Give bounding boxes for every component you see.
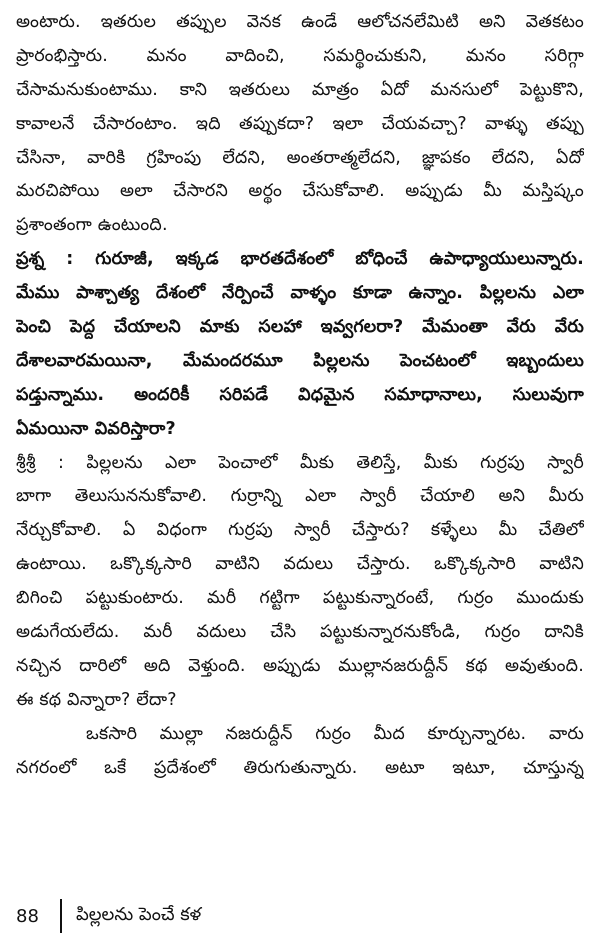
text-line: నచ్చిన దారిలో అది వెళ్తుంది. అప్పుడు ముల్లానజరుద్దీన్ కథ అవుతుంది. [16, 655, 584, 676]
text-line: ఏమయినా వివరిస్తారా? [16, 418, 176, 439]
paragraph-1 [16, 6, 584, 243]
text-line: ప్రశ్న : గురూజీ, ఇక్కడ భారతదేశంలో బోధించే ఉపాధ్యాయులున్నారు. [16, 249, 584, 270]
text-line: మరచిపోయి అలా చేసారని అర్థం చేసుకోవాలి. అప్పుడు మీ మస్తిష్కం [16, 181, 584, 202]
text-line: బాగా తెలుసుననుకోవాలి. గుర్రాన్ని ఎలా స్వారీ చేయాలి అని మీరు [16, 486, 584, 507]
text-line: నగరంలో ఒకే ప్రదేశంలో తిరుగుతున్నారు. అటూ ఇటూ, చూస్తున్న [16, 757, 584, 778]
text-line: చేసామనుకుంటాము. కాని ఇతరులు మాత్రం ఏదో మనసులో పెట్టుకొని, [16, 79, 584, 100]
text-line: బిగించి పట్టుకుంటారు. మరీ గట్టిగా పట్టుకున్నారంటే, గుర్రం ముందుకు [16, 588, 584, 609]
text-line: అంటారు. ఇతరుల తప్పుల వెనక ఉండే ఆలోచనలేమిటి అని వెతకటం [16, 12, 584, 32]
text-line: ఒకసారి ముల్లా నజరుద్దీన్ గుర్రం మీద కూర్చున్నారట. వారు [86, 723, 584, 744]
text-line: పెంచి పెద్ద చేయాలని మాకు సలహా ఇవ్వగలరా? మేమంతా వేరు వేరు [16, 317, 584, 338]
footer-divider [60, 899, 62, 933]
text-line: ఉంటాయి. ఒక్కొక్కసారి వాటిని వదులు చేస్తారు. ఒక్కొక్కసారి వాటిని [16, 554, 584, 575]
question-paragraph [16, 243, 584, 446]
page-footer [16, 898, 584, 934]
text-line: ప్రారంభిస్తారు. మనం వాదించి, సమర్థించుకుని, మనం సరిగ్గా [16, 45, 584, 66]
text-line: శ్రీశ్రీ : పిల్లలను ఎలా పెంచాలో మీకు తెలిస్తే, మీకు గుర్రపు స్వారీ [16, 452, 584, 473]
story-paragraph [16, 718, 584, 786]
text-line: పడ్తున్నాము. అందరికీ సరిపడే విధమైన సమాధానాలు, సులువుగా [16, 384, 584, 405]
text-line: దేశాలవారమయినా, మేమందరమూ పిల్లలను పెంచటంలో ఇబ్బందులు [16, 350, 584, 371]
text-line: ప్రశాంతంగా ఉంటుంది. [16, 215, 168, 236]
text-line: మేము పాశ్చాత్య దేశంలో నేర్పించే వాళ్ళం కూడా ఉన్నాం. పిల్లలను ఎలా [16, 283, 584, 304]
text-line: చేసినా, వారికి గ్రహింపు లేదని, అంతరాత్మలేదని, జ్ఞాపకం లేదని, ఏదో [16, 147, 584, 168]
text-line: అడుగేయలేదు. మరీ వదులు చేసి పట్టుకున్నారనుకోండి, గుర్రం దానికి [16, 622, 584, 643]
answer-paragraph [16, 447, 584, 718]
page-number: 88 [16, 905, 39, 927]
book-title: పిల్లలను పెంచే కళ [76, 903, 202, 925]
text-line: నేర్చుకోవాలి. ఏ విధంగా గుర్రపు స్వారీ చేస్తారు? కళ్ళేలు మీ చేతిలో [16, 520, 584, 541]
text-line: కావాలనే చేసారంటాం. ఇది తప్పుకదా? ఇలా చేయవచ్చా? వాళ్ళు తప్పు [16, 113, 584, 134]
text-line: ఈ కథ విన్నారా? లేదా? [16, 689, 177, 710]
body-text [16, 6, 584, 785]
